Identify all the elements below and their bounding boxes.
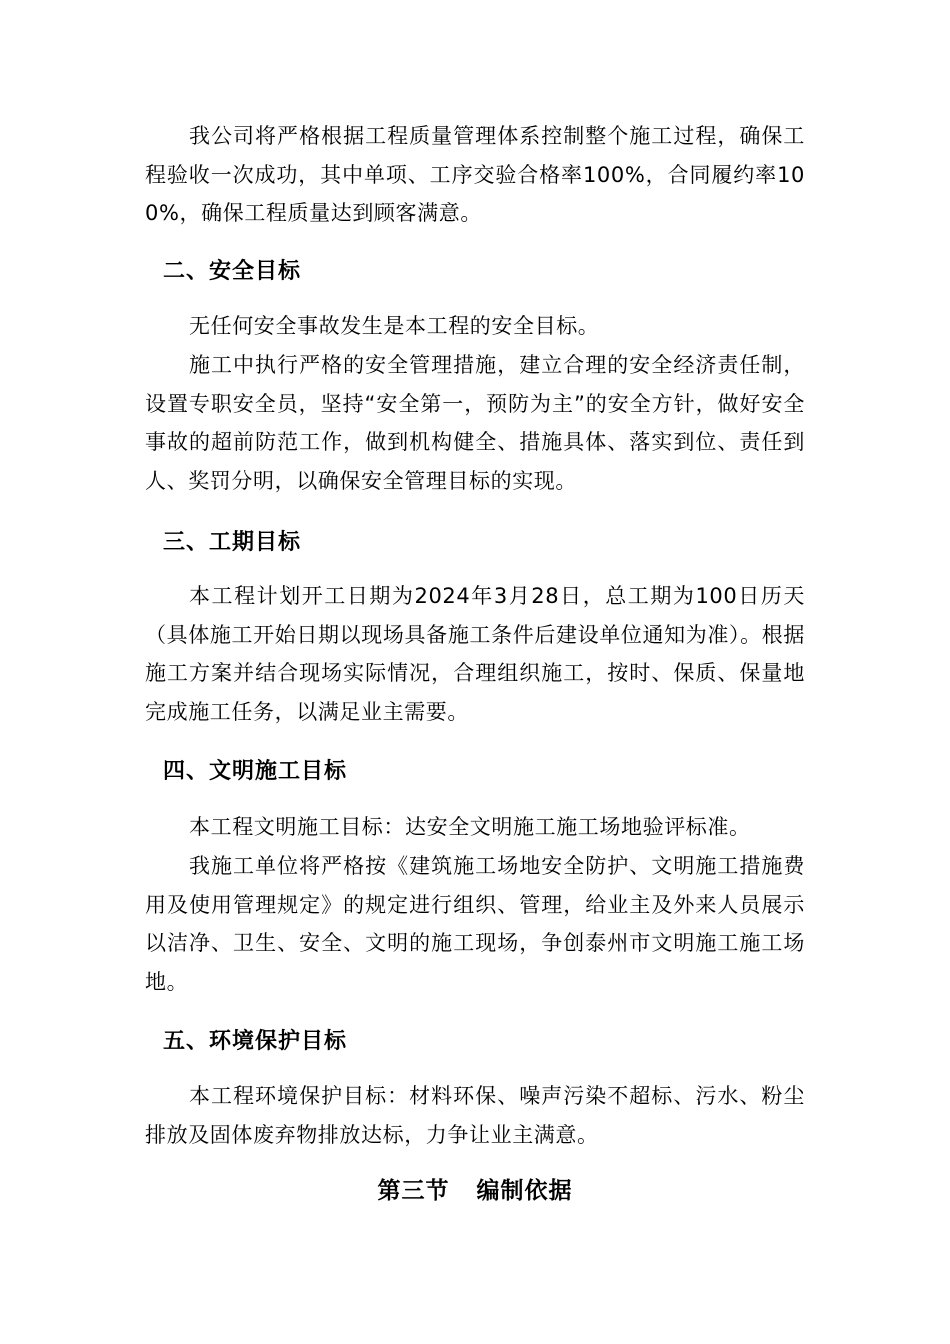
environment-goal-paragraph: 本工程环境保护目标：材料环保、噪声污染不超标、污水、粉尘排放及固体废弃物排放达标，力争让业主满意。 <box>145 1084 805 1147</box>
schedule-goal-paragraph: 本工程计划开工日期为2024年3月28日，总工期为100日历天（具体施工开始日期以现场具备施工条件后建设单位通知为准）。根据施工方案并结合现场实际情况，合理组织施工，按时、保质、保量地完成施工任务，以满足业主需要。 <box>145 584 805 724</box>
section-title: 第三节 编制依据 <box>377 1178 573 1204</box>
quality-goal-paragraph: 我公司将严格根据工程质量管理体系控制整个施工过程，确保工程验收一次成功，其中单项、工序交验合格率100%，合同履约率100%，确保工程质量达到顾客满意。 <box>145 124 805 225</box>
heading-schedule-goal: 三、工期目标 <box>163 530 302 555</box>
heading-environment-goal: 五、环境保护目标 <box>163 1029 348 1054</box>
safety-goal-paragraph-2: 施工中执行严格的安全管理措施，建立合理的安全经济责任制，设置专职安全员，坚持“安全第一，预防为主”的安全方针，做好安全事故的超前防范工作，做到机构健全、措施具体、落实到位、责任到人、奖罚分明，以确保安全管理目标的实现。 <box>145 353 805 493</box>
civilized-goal-paragraph-2: 我施工单位将严格按《建筑施工场地安全防护、文明施工措施费用及使用管理规定》的规定进行组织、管理，给业主及外来人员展示以洁净、卫生、安全、文明的施工现场，争创泰州市文明施工施工场地。 <box>145 854 805 994</box>
heading-civilized-goal: 四、文明施工目标 <box>163 759 348 784</box>
safety-goal-paragraph-1: 无任何安全事故发生是本工程的安全目标。 <box>189 314 600 338</box>
heading-safety-goal: 二、安全目标 <box>163 259 302 284</box>
civilized-goal-paragraph-1: 本工程文明施工目标：达安全文明施工施工场地验评标准。 <box>189 815 751 839</box>
